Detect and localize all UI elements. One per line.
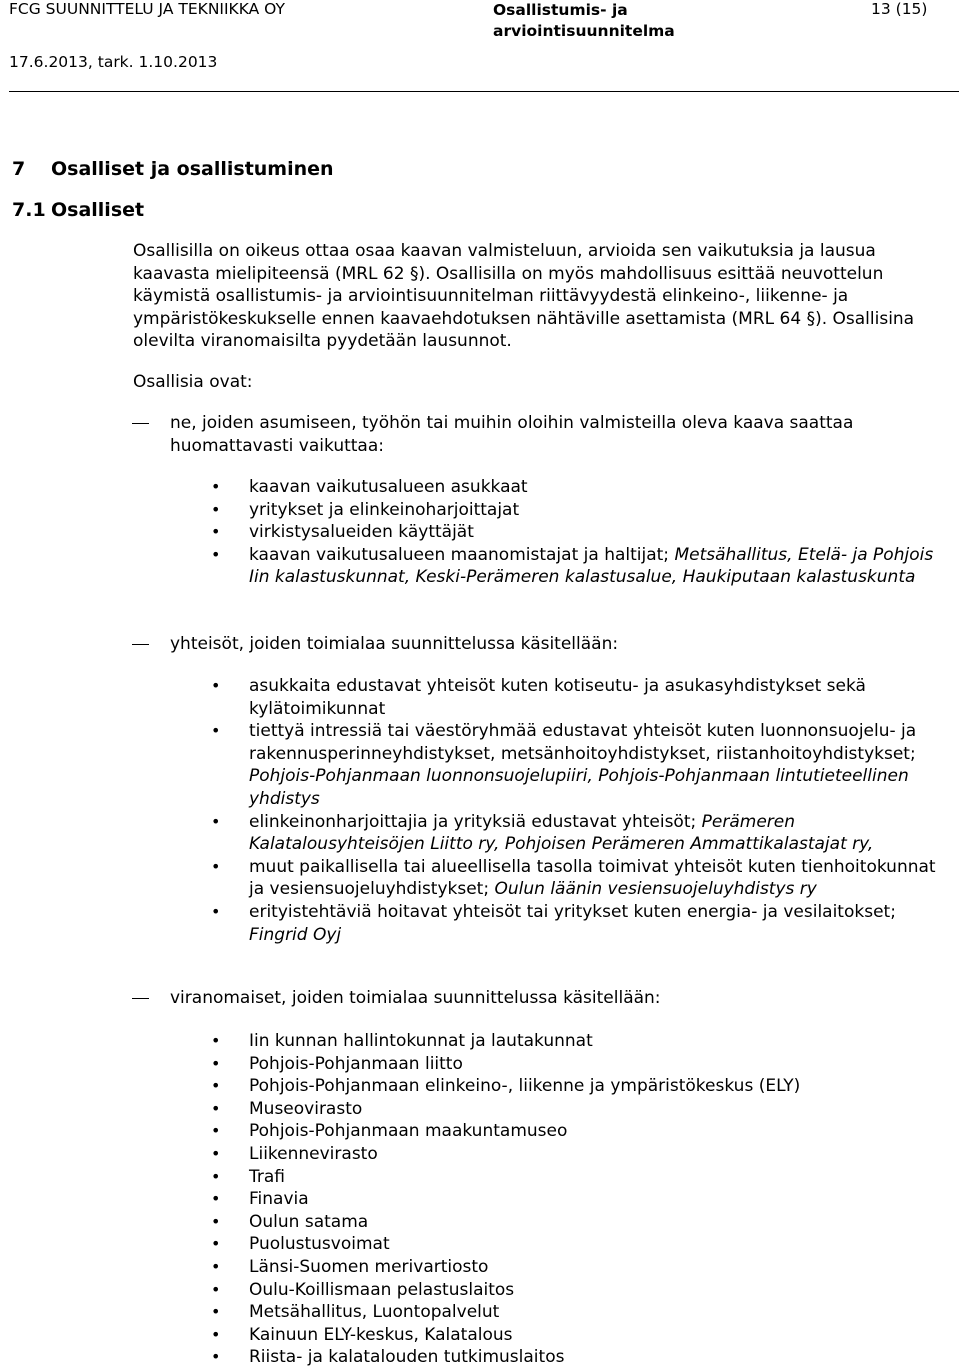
dash-marker — [132, 644, 149, 645]
section-number: 7 — [12, 158, 26, 180]
list-item — [211, 1211, 951, 1234]
list-item — [211, 476, 951, 499]
header-company: FCG SUUNNITTELU JA TEKNIIKKA OY — [9, 0, 285, 18]
list-item-text: yritykset ja elinkeinoharjoittajat — [249, 499, 520, 520]
list-item-italic: Fingrid Oyj — [249, 924, 342, 945]
list-item — [211, 720, 951, 810]
header-divider — [9, 91, 959, 92]
list-item-text: Metsähallitus, Luontopalvelut — [249, 1302, 500, 1323]
header-date: 17.6.2013, tark. 1.10.2013 — [9, 53, 218, 71]
list-item-text: Puolustusvoimat — [249, 1234, 390, 1255]
header-page-number: 13 (15) — [871, 0, 928, 18]
section-heading — [12, 158, 334, 180]
list-item-text: Pohjois-Pohjanmaan maakuntamuseo — [249, 1121, 568, 1142]
list-item — [211, 499, 951, 522]
list-item-text: muut paikallisella tai alueellisella tasolla toimivat yhteisöt kuten tienhoitokunnat ja vesiensuojeluyhdistykset; — [249, 856, 936, 900]
list-item — [211, 1256, 951, 1279]
list-item-text: Liikennevirasto — [249, 1143, 378, 1164]
list-item — [211, 1120, 951, 1143]
subsection-number: 7.1 — [12, 199, 46, 221]
group-authorities — [132, 987, 932, 1010]
bullet-list-communities — [211, 675, 951, 946]
list-item — [211, 1075, 951, 1098]
section-title: Osalliset ja osallistuminen — [51, 158, 334, 180]
group-affected-parties — [132, 412, 932, 457]
list-item-text: kaavan vaikutusalueen asukkaat — [249, 477, 528, 497]
list-item-text: tiettyä intressiä tai väestöryhmää edustavat yhteisöt kuten luonnonsuojelu- ja rakennusperinneyhdistykset, metsänhoitoyhdistykset, riistanhoitoyhdistykset; — [249, 721, 917, 764]
list-item-text: elinkeinonharjoittajia ja yrityksiä edustavat yhteisöt; — [249, 811, 702, 832]
bullet-list-authorities — [211, 1030, 951, 1369]
list-item — [211, 1143, 951, 1166]
header-document-title: Osallistumis- ja arviointisuunnitelma — [493, 1, 675, 40]
group-label: viranomaiset, joiden toimialaa suunnittelussa käsitellään: — [170, 988, 661, 1008]
list-item-text: erityistehtäviä hoitavat yhteisöt tai yritykset kuten energia- ja vesilaitokset; — [249, 901, 896, 922]
list-item-text: Länsi-Suomen merivartiosto — [249, 1256, 489, 1277]
list-item-text: kaavan vaikutusalueen maanomistajat ja haltijat; — [249, 544, 675, 565]
list-item-italic: Oulun läänin vesiensuojeluyhdistys ry — [494, 879, 817, 900]
list-item — [211, 1301, 951, 1324]
list-item — [211, 1030, 951, 1053]
list-item — [211, 1346, 951, 1369]
list-item-text: Finavia — [249, 1189, 309, 1210]
list-item-italic: Perämeren Kalatalousyhteisöjen Liitto ry, Pohjoisen Perämeren Ammattikalastajat ry, — [249, 811, 874, 855]
dash-marker — [132, 423, 149, 424]
list-item — [211, 521, 951, 544]
osallisia-ovat-label: Osallisia ovat: — [133, 372, 253, 392]
list-item-text: Riista- ja kalatalouden tutkimuslaitos — [249, 1347, 565, 1368]
list-item — [211, 1279, 951, 1302]
list-item — [211, 901, 951, 946]
list-item-text: Oulun satama — [249, 1211, 369, 1232]
list-item-italic: Metsähallitus, Etelä- ja Pohjois Iin kalastuskunnat, Keski-Perämeren kalastusalue, Haukiputaan kalastuskunta — [249, 544, 934, 588]
list-item-italic: Pohjois-Pohjanmaan luonnonsuojelupiiri, Pohjois-Pohjanmaan lintutieteellinen yhdistys — [249, 766, 909, 809]
list-item — [211, 1324, 951, 1347]
list-item — [211, 1233, 951, 1256]
list-item-text: virkistysalueiden käyttäjät — [249, 522, 474, 543]
list-item — [211, 856, 951, 901]
list-item-text: Pohjois-Pohjanmaan elinkeino-, liikenne ja ympäristökeskus (ELY) — [249, 1076, 801, 1097]
subsection-title: Osalliset — [51, 199, 145, 221]
list-item — [211, 1166, 951, 1189]
list-item-text: Kainuun ELY-keskus, Kalatalous — [249, 1324, 513, 1345]
bullet-list-affected — [211, 476, 951, 589]
subsection-heading — [12, 199, 144, 221]
list-item-text: Trafi — [249, 1166, 286, 1187]
group-label: ne, joiden asumiseen, työhön tai muihin oloihin valmisteilla oleva kaava saattaa huomattavasti vaikuttaa: — [170, 413, 854, 456]
list-item — [211, 544, 951, 589]
list-item — [211, 1098, 951, 1121]
group-communities — [132, 633, 932, 656]
list-item-text: Pohjois-Pohjanmaan liitto — [249, 1053, 463, 1074]
list-item-text: Museovirasto — [249, 1098, 363, 1119]
list-item — [211, 675, 951, 720]
intro-paragraph: Osallisilla on oikeus ottaa osaa kaavan valmisteluun, arvioida sen vaikutuksia ja lausua kaavasta mielipiteensä (MRL 62 §). Osallisilla on myös mahdollisuus esittää neuvottelun käymistä osallistumis- ja arviointisuunnitelman riittävyydestä elinkeino-, liikenne- ja ympäristökeskukselle ennen kaavaehdotuksen nähtäville asettamista (MRL 64 §). Osallisina olevilta viranomaisilta pyydetään lausunnot. — [133, 241, 915, 352]
list-item-text: asukkaita edustavat yhteisöt kuten kotiseutu- ja asukasyhdistykset sekä kylätoimikunnat — [249, 676, 866, 719]
list-item — [211, 1188, 951, 1211]
list-item-text: Oulu-Koillismaan pelastuslaitos — [249, 1279, 515, 1300]
list-item-text: Iin kunnan hallintokunnat ja lautakunnat — [249, 1031, 593, 1051]
list-item — [211, 1053, 951, 1076]
group-label: yhteisöt, joiden toimialaa suunnittelussa käsitellään: — [170, 634, 619, 654]
list-item — [211, 811, 951, 856]
dash-marker — [132, 998, 149, 999]
